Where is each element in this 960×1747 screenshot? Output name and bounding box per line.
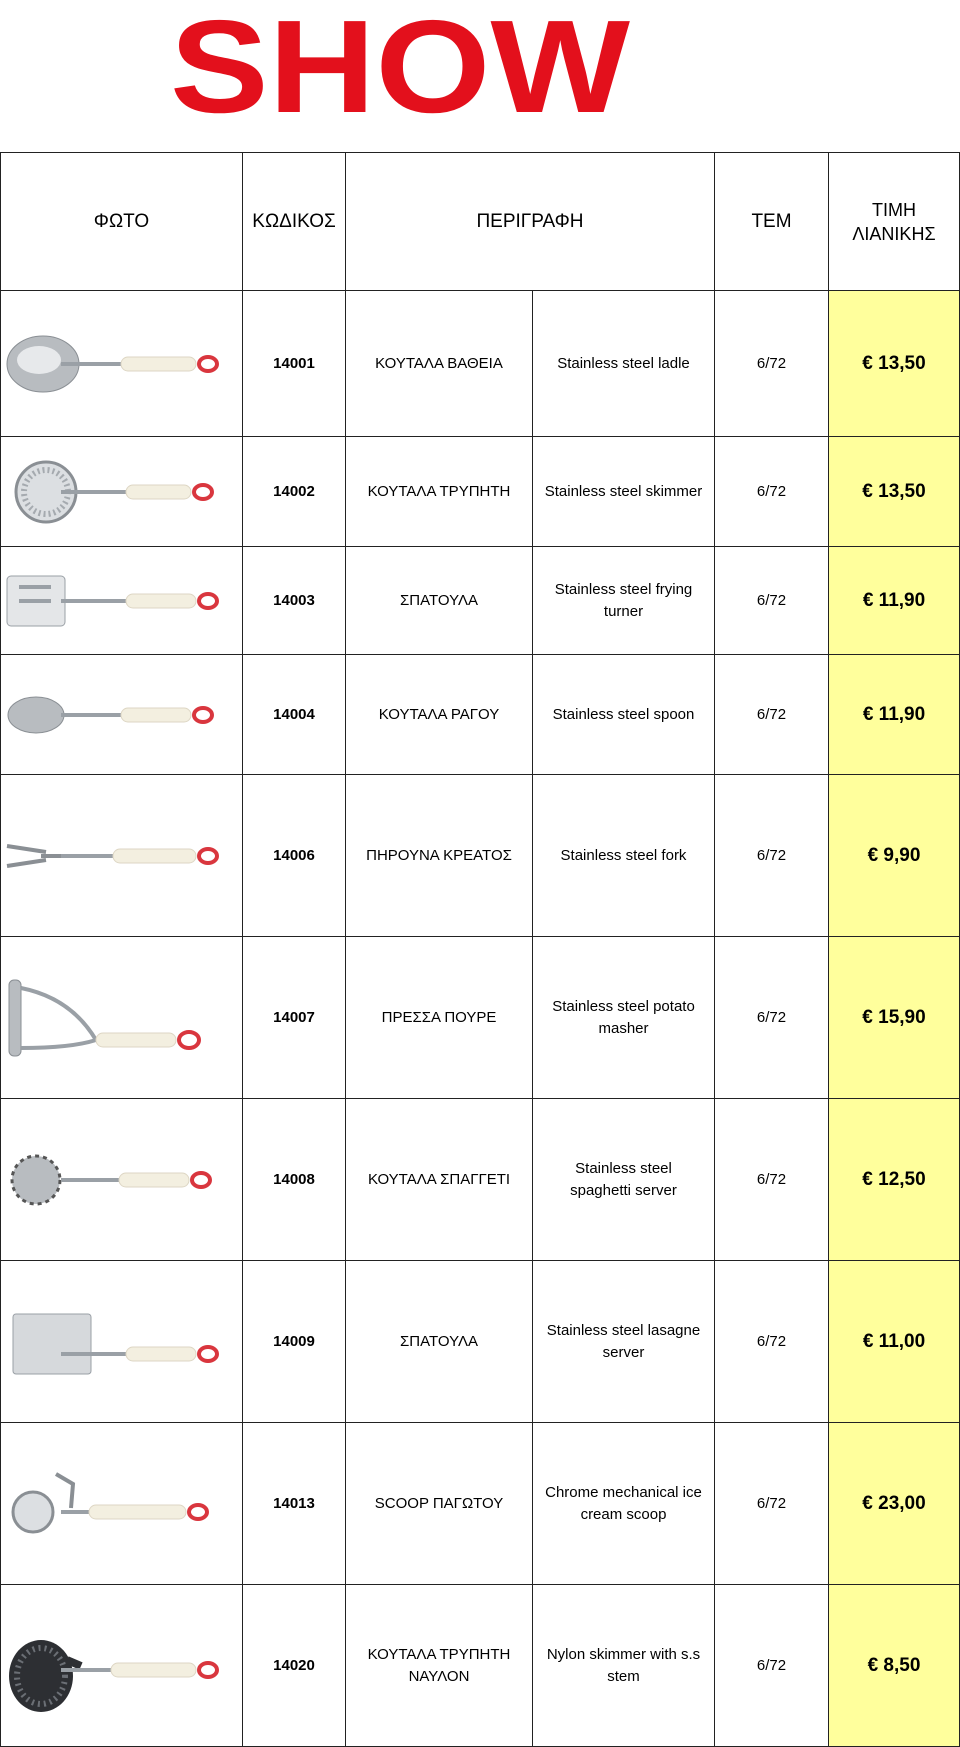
table-row: [1, 1585, 960, 1747]
product-unit: 6/72: [715, 937, 829, 1099]
product-unit: 6/72: [715, 775, 829, 937]
table-row: [1, 437, 960, 547]
masher-icon: [1, 939, 241, 1097]
product-code: 14006: [243, 775, 346, 937]
product-name-english: Stainless steel skimmer: [533, 437, 715, 547]
product-name-greek: ΚΟΥΤΑΛΑ ΤΡΥΠΗΤΗ: [346, 437, 533, 547]
header-photo: ΦΩΤΟ: [1, 153, 243, 291]
header-code: ΚΩΔΙΚΟΣ: [243, 153, 346, 291]
product-name-english: Stainless steel spaghetti server: [533, 1099, 715, 1261]
product-code: 14002: [243, 437, 346, 547]
product-price: € 11,90: [829, 655, 960, 775]
product-name-greek: ΣΠΑΤΟΥΛΑ: [346, 547, 533, 655]
product-name-english: Chrome mechanical ice cream scoop: [533, 1423, 715, 1585]
nylon-skimmer-icon: [1, 1587, 241, 1745]
header-description: ΠΕΡΙΓΡΑΦΗ: [346, 153, 715, 291]
product-unit: 6/72: [715, 437, 829, 547]
product-unit: 6/72: [715, 655, 829, 775]
product-price: € 11,00: [829, 1261, 960, 1423]
product-unit: 6/72: [715, 1585, 829, 1747]
product-price: € 12,50: [829, 1099, 960, 1261]
product-code: 14007: [243, 937, 346, 1099]
product-price: € 8,50: [829, 1585, 960, 1747]
product-name-english: Nylon skimmer with s.s stem: [533, 1585, 715, 1747]
product-name-english: Stainless steel spoon: [533, 655, 715, 775]
product-photo: [1, 547, 243, 655]
product-unit: 6/72: [715, 1099, 829, 1261]
table-row: [1, 937, 960, 1099]
product-name-greek: ΚΟΥΤΑΛΑ ΤΡΥΠΗΤΗ ΝΑΥΛΟΝ: [346, 1585, 533, 1747]
header-retail-price: ΤΙΜΗ ΛΙΑΝΙΚΗΣ: [829, 153, 960, 291]
table-row: [1, 1099, 960, 1261]
product-code: 14020: [243, 1585, 346, 1747]
product-name-greek: ΚΟΥΤΑΛΑ ΡΑΓΟΥ: [346, 655, 533, 775]
brand-logo: [170, 8, 630, 118]
show-logo-mark: [170, 8, 630, 118]
table-header-row: [1, 153, 960, 291]
spaghetti-server-icon: [1, 1101, 241, 1259]
lasagne-server-icon: [1, 1263, 241, 1421]
product-price: € 13,50: [829, 291, 960, 437]
product-price-table: [0, 152, 960, 1747]
product-name-greek: ΣΠΑΤΟΥΛΑ: [346, 1261, 533, 1423]
product-price: € 15,90: [829, 937, 960, 1099]
product-name-english: Stainless steel potato masher: [533, 937, 715, 1099]
fork-icon: [1, 777, 241, 935]
ice-cream-scoop-icon: [1, 1425, 241, 1583]
product-name-english: Stainless steel frying turner: [533, 547, 715, 655]
product-price: € 13,50: [829, 437, 960, 547]
product-unit: 6/72: [715, 291, 829, 437]
product-photo: [1, 775, 243, 937]
table-row: [1, 655, 960, 775]
table-row: [1, 1423, 960, 1585]
product-code: 14013: [243, 1423, 346, 1585]
product-unit: 6/72: [715, 1261, 829, 1423]
product-photo: [1, 1423, 243, 1585]
product-photo: [1, 1585, 243, 1747]
table-row: [1, 291, 960, 437]
skimmer-icon: [1, 439, 241, 545]
product-name-greek: ΚΟΥΤΑΛΑ ΒΑΘΕΙΑ: [346, 291, 533, 437]
product-name-english: Stainless steel fork: [533, 775, 715, 937]
product-name-english: Stainless steel ladle: [533, 291, 715, 437]
turner-icon: [1, 549, 241, 653]
ladle-icon: [1, 293, 241, 435]
product-price: € 11,90: [829, 547, 960, 655]
product-photo: [1, 1261, 243, 1423]
product-photo: [1, 437, 243, 547]
product-unit: 6/72: [715, 547, 829, 655]
spoon-icon: [1, 657, 241, 773]
product-photo: [1, 291, 243, 437]
product-name-greek: ΠΗΡΟΥΝΑ ΚΡΕΑΤΟΣ: [346, 775, 533, 937]
product-price: € 23,00: [829, 1423, 960, 1585]
table-row: [1, 547, 960, 655]
product-photo: [1, 937, 243, 1099]
table-row: [1, 775, 960, 937]
table-row: [1, 1261, 960, 1423]
product-name-greek: ΠΡΕΣΣΑ ΠΟΥΡΕ: [346, 937, 533, 1099]
svg-text:SHOW: SHOW: [170, 8, 630, 118]
product-code: 14001: [243, 291, 346, 437]
product-name-english: Stainless steel lasagne server: [533, 1261, 715, 1423]
product-unit: 6/72: [715, 1423, 829, 1585]
product-code: 14009: [243, 1261, 346, 1423]
product-code: 14004: [243, 655, 346, 775]
product-name-greek: SCOOP ΠΑΓΩΤΟΥ: [346, 1423, 533, 1585]
product-price: € 9,90: [829, 775, 960, 937]
product-photo: [1, 655, 243, 775]
header-unit: ΤΕΜ: [715, 153, 829, 291]
product-name-greek: ΚΟΥΤΑΛΑ ΣΠΑΓΓΕΤΙ: [346, 1099, 533, 1261]
product-photo: [1, 1099, 243, 1261]
product-code: 14008: [243, 1099, 346, 1261]
product-code: 14003: [243, 547, 346, 655]
